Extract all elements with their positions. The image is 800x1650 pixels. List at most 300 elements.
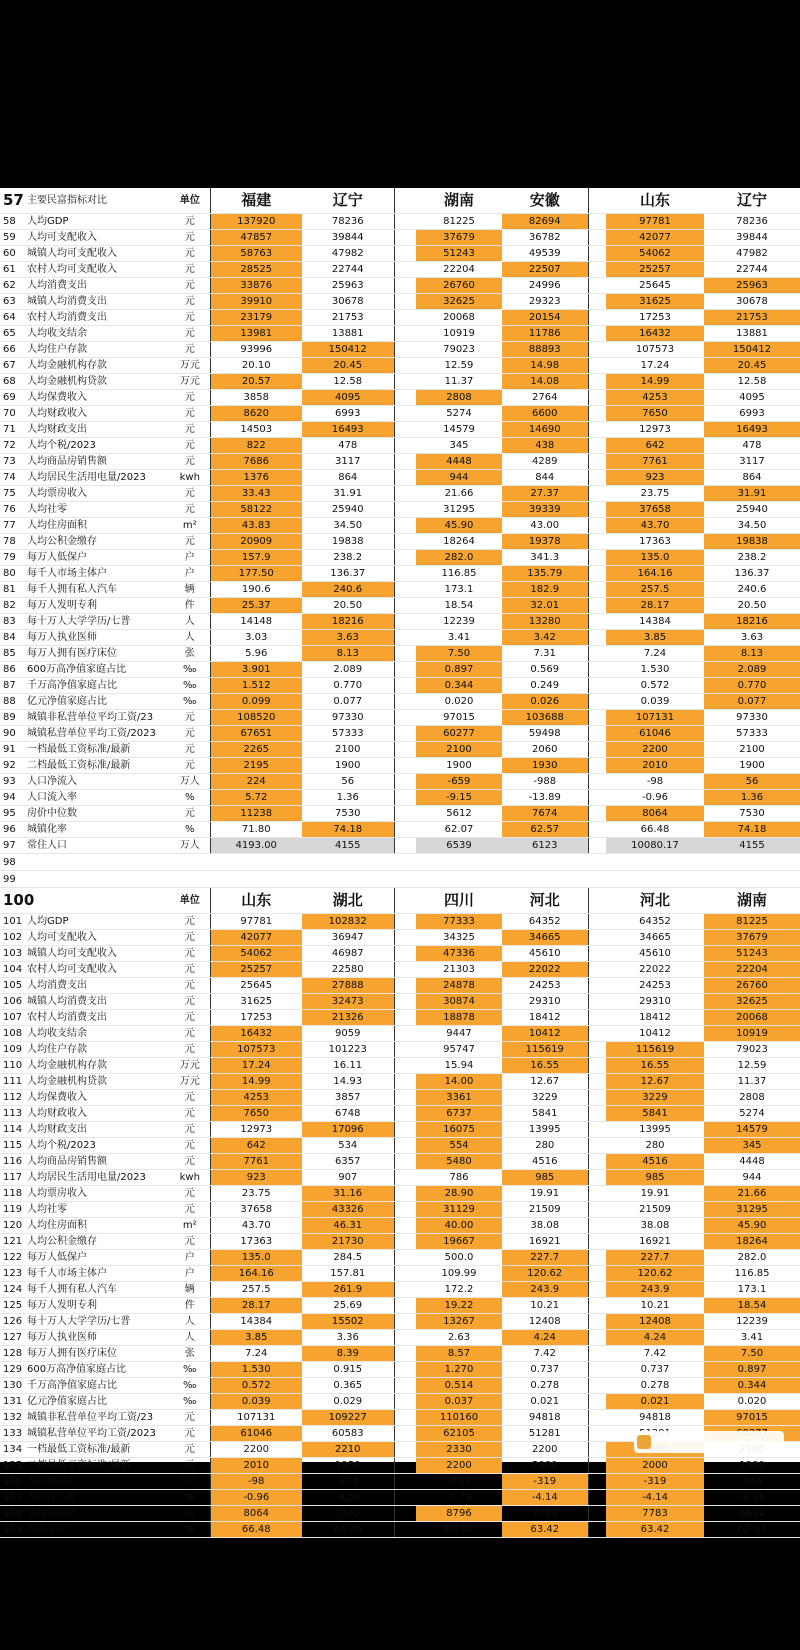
row-number: 106 bbox=[0, 994, 24, 1010]
column-gap bbox=[588, 871, 606, 888]
table-row bbox=[0, 694, 800, 710]
value-cell: 36782 bbox=[502, 230, 588, 246]
column-gap bbox=[588, 342, 606, 358]
value-cell: 0.020 bbox=[704, 1394, 800, 1410]
table-row bbox=[0, 1362, 800, 1378]
value-cell: 28.17 bbox=[606, 598, 704, 614]
indicator-name: 人均社零 bbox=[24, 502, 170, 518]
column-gap bbox=[606, 854, 704, 871]
column-gap bbox=[588, 1138, 606, 1154]
row-number: 121 bbox=[0, 1234, 24, 1250]
indicator-name: 人均保费收入 bbox=[24, 390, 170, 406]
row-number: 81 bbox=[0, 582, 24, 598]
value-cell: 43.00 bbox=[502, 518, 588, 534]
value-cell: 46.31 bbox=[302, 1218, 394, 1234]
column-gap bbox=[394, 1234, 416, 1250]
value-cell: 5.72 bbox=[210, 790, 302, 806]
value-cell: 32625 bbox=[704, 994, 800, 1010]
table-row bbox=[0, 470, 800, 486]
value-cell: 14384 bbox=[606, 614, 704, 630]
value-cell: 97330 bbox=[302, 710, 394, 726]
indicator-name: 人均公积金缴存 bbox=[24, 1234, 170, 1250]
value-cell: 37658 bbox=[210, 1202, 302, 1218]
column-gap bbox=[394, 550, 416, 566]
indicator-unit: 元 bbox=[170, 946, 210, 962]
indicator-unit: 万人 bbox=[170, 1474, 210, 1490]
value-cell: 2.63 bbox=[416, 1330, 502, 1346]
value-cell: 6737 bbox=[416, 1106, 502, 1122]
row-number: 93 bbox=[0, 774, 24, 790]
indicator-unit: 元 bbox=[170, 1138, 210, 1154]
value-cell: 822 bbox=[210, 438, 302, 454]
value-cell: -4.54 bbox=[302, 1490, 394, 1506]
value-cell: 110160 bbox=[416, 1410, 502, 1426]
value-cell: 23179 bbox=[210, 310, 302, 326]
value-cell: 5841 bbox=[502, 1106, 588, 1122]
table-row bbox=[0, 1106, 800, 1122]
value-cell: 116.85 bbox=[704, 1266, 800, 1282]
value-cell: 172.2 bbox=[416, 1282, 502, 1298]
indicator-unit: 户 bbox=[170, 566, 210, 582]
column-gap bbox=[704, 871, 800, 888]
value-cell: 478 bbox=[704, 438, 800, 454]
indicator-name: 人均金融机构贷款 bbox=[24, 374, 170, 390]
value-cell: 14.99 bbox=[210, 1074, 302, 1090]
value-cell: 20154 bbox=[502, 310, 588, 326]
column-gap bbox=[588, 710, 606, 726]
indicator-unit: 户 bbox=[170, 1266, 210, 1282]
column-gap bbox=[394, 1378, 416, 1394]
indicator-unit: 张 bbox=[170, 646, 210, 662]
value-cell: 786 bbox=[416, 1170, 502, 1186]
value-cell: 19378 bbox=[502, 534, 588, 550]
column-gap bbox=[588, 278, 606, 294]
indicator-unit: 元 bbox=[170, 486, 210, 502]
indicator-name: 人均个税/2023 bbox=[24, 438, 170, 454]
column-gap bbox=[394, 614, 416, 630]
table-row bbox=[0, 230, 800, 246]
row-number: 124 bbox=[0, 1282, 24, 1298]
value-cell: 3.41 bbox=[704, 1330, 800, 1346]
column-gap bbox=[588, 438, 606, 454]
value-cell: 224 bbox=[210, 774, 302, 790]
value-cell: 12239 bbox=[416, 614, 502, 630]
indicator-name: 每万人发明专利 bbox=[24, 598, 170, 614]
value-cell: 32.01 bbox=[502, 598, 588, 614]
table-row bbox=[0, 1474, 800, 1490]
value-cell: 107131 bbox=[606, 710, 704, 726]
value-cell: 18216 bbox=[704, 614, 800, 630]
value-cell: 25963 bbox=[302, 278, 394, 294]
value-cell: 5612 bbox=[416, 806, 502, 822]
indicator-unit: 人 bbox=[170, 630, 210, 646]
column-gap bbox=[394, 838, 416, 854]
value-cell: 10080.17 bbox=[606, 838, 704, 854]
value-cell: 54062 bbox=[606, 246, 704, 262]
column-gap bbox=[394, 994, 416, 1010]
table-row bbox=[0, 978, 800, 994]
value-cell: 18.54 bbox=[704, 1298, 800, 1314]
table-row bbox=[0, 774, 800, 790]
value-cell: 13881 bbox=[302, 326, 394, 342]
value-cell: 12408 bbox=[606, 1314, 704, 1330]
value-cell: 45.90 bbox=[416, 518, 502, 534]
column-gap bbox=[588, 598, 606, 614]
indicator-unit: 元 bbox=[170, 710, 210, 726]
column-gap bbox=[394, 774, 416, 790]
indicator-unit: ‰ bbox=[170, 1362, 210, 1378]
value-cell: 97015 bbox=[704, 1410, 800, 1426]
column-gap bbox=[394, 534, 416, 550]
row-number: 112 bbox=[0, 1090, 24, 1106]
indicator-unit: 元 bbox=[170, 758, 210, 774]
value-cell: 13981 bbox=[210, 326, 302, 342]
table-row bbox=[0, 1058, 800, 1074]
value-cell: 8796 bbox=[416, 1506, 502, 1522]
indicator-name: 人均居民生活用电量/2023 bbox=[24, 470, 170, 486]
column-gap bbox=[588, 774, 606, 790]
column-gap bbox=[394, 1090, 416, 1106]
column-gap bbox=[588, 1442, 606, 1458]
table-row bbox=[0, 550, 800, 566]
column-gap bbox=[394, 1506, 416, 1522]
value-cell: 135.0 bbox=[606, 550, 704, 566]
table-row bbox=[0, 1410, 800, 1426]
row-number: 131 bbox=[0, 1394, 24, 1410]
indicator-name: 人均收支结余 bbox=[24, 1026, 170, 1042]
value-cell: 137920 bbox=[210, 214, 302, 230]
value-cell: 115619 bbox=[502, 1042, 588, 1058]
indicator-unit: kwh bbox=[170, 470, 210, 486]
province-header: 山东 bbox=[606, 188, 704, 214]
indicator-name: 人均票房收入 bbox=[24, 1186, 170, 1202]
row-number: 63 bbox=[0, 294, 24, 310]
indicator-unit: 元 bbox=[170, 806, 210, 822]
table-row bbox=[0, 1042, 800, 1058]
value-cell: 63.42 bbox=[606, 1522, 704, 1538]
value-cell: -659 bbox=[416, 774, 502, 790]
indicator-name: 城镇人均消费支出 bbox=[24, 294, 170, 310]
value-cell: 47336 bbox=[416, 946, 502, 962]
province-header: 湖南 bbox=[416, 188, 502, 214]
value-cell: -707 bbox=[416, 1474, 502, 1490]
value-cell: 47982 bbox=[302, 246, 394, 262]
value-cell: 21753 bbox=[302, 310, 394, 326]
value-cell: 7.50 bbox=[704, 1346, 800, 1362]
value-cell: 3.901 bbox=[210, 662, 302, 678]
column-gap bbox=[588, 502, 606, 518]
row-number: 102 bbox=[0, 930, 24, 946]
value-cell: 34665 bbox=[502, 930, 588, 946]
value-cell: 2100 bbox=[302, 742, 394, 758]
value-cell: 4.24 bbox=[502, 1330, 588, 1346]
indicator-unit: 元 bbox=[170, 278, 210, 294]
value-cell: 282.0 bbox=[416, 550, 502, 566]
value-cell: 25257 bbox=[210, 962, 302, 978]
table-row bbox=[0, 1234, 800, 1250]
table-row bbox=[0, 914, 800, 930]
value-cell: 923 bbox=[606, 470, 704, 486]
value-cell: 4.24 bbox=[606, 1330, 704, 1346]
column-gap bbox=[588, 790, 606, 806]
indicator-name: 每万人低保户 bbox=[24, 1250, 170, 1266]
indicator-unit: m² bbox=[170, 1218, 210, 1234]
value-cell: 58122 bbox=[210, 502, 302, 518]
value-cell: 12.59 bbox=[416, 358, 502, 374]
value-cell: 1.530 bbox=[606, 662, 704, 678]
column-gap bbox=[588, 262, 606, 278]
row-number: 61 bbox=[0, 262, 24, 278]
indicator-name: 每万人执业医师 bbox=[24, 1330, 170, 1346]
value-cell: 2808 bbox=[416, 390, 502, 406]
table-row bbox=[0, 454, 800, 470]
indicator-unit: ‰ bbox=[170, 678, 210, 694]
value-cell: 19838 bbox=[302, 534, 394, 550]
row-number: 135 bbox=[0, 1458, 24, 1474]
value-cell: 38.08 bbox=[502, 1218, 588, 1234]
value-cell: 34665 bbox=[606, 930, 704, 946]
column-gap bbox=[588, 1426, 606, 1442]
value-cell: -13.89 bbox=[502, 790, 588, 806]
value-cell: 46987 bbox=[302, 946, 394, 962]
column-gap bbox=[588, 1298, 606, 1314]
value-cell: 164.16 bbox=[606, 566, 704, 582]
column-gap bbox=[588, 1170, 606, 1186]
value-cell: 34325 bbox=[416, 930, 502, 946]
blank-row bbox=[0, 854, 800, 871]
blank-row bbox=[0, 871, 800, 888]
indicator-name: 二档最低工资标准/最新 bbox=[24, 1458, 170, 1474]
column-gap bbox=[588, 1362, 606, 1378]
value-cell: 3.41 bbox=[416, 630, 502, 646]
value-cell: 45.90 bbox=[704, 1218, 800, 1234]
column-gap bbox=[302, 871, 394, 888]
value-cell: 2.089 bbox=[704, 662, 800, 678]
value-cell: 0.897 bbox=[704, 1362, 800, 1378]
value-cell: 7761 bbox=[210, 1154, 302, 1170]
value-cell: 10.21 bbox=[502, 1298, 588, 1314]
value-cell: 9447 bbox=[416, 1026, 502, 1042]
value-cell: 7686 bbox=[210, 454, 302, 470]
value-cell: 37658 bbox=[606, 502, 704, 518]
app-logo-icon bbox=[637, 1435, 651, 1449]
value-cell: 39844 bbox=[704, 230, 800, 246]
column-gap bbox=[394, 1458, 416, 1474]
value-cell: 14.00 bbox=[416, 1074, 502, 1090]
indicator-unit: 元 bbox=[170, 534, 210, 550]
indicator-unit: 元 bbox=[170, 962, 210, 978]
value-cell: 7530 bbox=[704, 806, 800, 822]
value-cell: 21509 bbox=[502, 1202, 588, 1218]
column-gap bbox=[502, 854, 588, 871]
column-gap bbox=[588, 1042, 606, 1058]
value-cell: 47982 bbox=[704, 246, 800, 262]
value-cell: 22580 bbox=[302, 962, 394, 978]
column-gap bbox=[394, 1394, 416, 1410]
value-cell: 28525 bbox=[210, 262, 302, 278]
indicator-unit: 万元 bbox=[170, 1074, 210, 1090]
value-cell: -98 bbox=[606, 774, 704, 790]
value-cell: 14.99 bbox=[606, 374, 704, 390]
value-cell: 16.55 bbox=[502, 1058, 588, 1074]
value-cell: 66.35 bbox=[302, 1522, 394, 1538]
value-cell: 57333 bbox=[302, 726, 394, 742]
row-number: 74 bbox=[0, 470, 24, 486]
indicator-name: 城镇私营单位平均工资/2023 bbox=[24, 726, 170, 742]
value-cell: 8.13 bbox=[704, 646, 800, 662]
value-cell: 864 bbox=[302, 470, 394, 486]
value-cell: 1.530 bbox=[210, 1362, 302, 1378]
value-cell: 38.08 bbox=[606, 1218, 704, 1234]
row-number: 67 bbox=[0, 358, 24, 374]
header-row bbox=[0, 188, 800, 214]
indicator-unit: % bbox=[170, 790, 210, 806]
value-cell: 5274 bbox=[416, 406, 502, 422]
value-cell: 7.42 bbox=[502, 1346, 588, 1362]
column-gap bbox=[394, 1442, 416, 1458]
value-cell: -659 bbox=[704, 1474, 800, 1490]
value-cell: 5480 bbox=[416, 1154, 502, 1170]
indicator-unit: 元 bbox=[170, 726, 210, 742]
column-gap bbox=[394, 630, 416, 646]
value-cell: 0.915 bbox=[302, 1362, 394, 1378]
value-cell: 24996 bbox=[502, 278, 588, 294]
value-cell: 4448 bbox=[704, 1154, 800, 1170]
value-cell: 7761 bbox=[606, 454, 704, 470]
column-gap bbox=[588, 1026, 606, 1042]
row-number: 68 bbox=[0, 374, 24, 390]
column-gap bbox=[394, 1522, 416, 1538]
indicator-name: 人均财政支出 bbox=[24, 422, 170, 438]
indicator-name: 人均住户存款 bbox=[24, 1042, 170, 1058]
value-cell: 27888 bbox=[302, 978, 394, 994]
indicator-name: 每万人发明专利 bbox=[24, 1298, 170, 1314]
value-cell: -7.79 bbox=[416, 1490, 502, 1506]
indicator-name: 人均居民生活用电量/2023 bbox=[24, 1170, 170, 1186]
value-cell: 282.0 bbox=[704, 1250, 800, 1266]
row-number: 86 bbox=[0, 662, 24, 678]
value-cell: 10412 bbox=[606, 1026, 704, 1042]
value-cell: 33876 bbox=[210, 278, 302, 294]
value-cell: 642 bbox=[210, 1138, 302, 1154]
column-gap bbox=[394, 278, 416, 294]
column-gap bbox=[394, 726, 416, 742]
row-number: 126 bbox=[0, 1314, 24, 1330]
row-number: 57 bbox=[0, 188, 24, 214]
value-cell: 25940 bbox=[302, 502, 394, 518]
value-cell: 19838 bbox=[704, 534, 800, 550]
value-cell: 17.24 bbox=[606, 358, 704, 374]
column-gap bbox=[588, 326, 606, 342]
row-number: 64 bbox=[0, 310, 24, 326]
table-row bbox=[0, 422, 800, 438]
indicator-name: 每万人低保户 bbox=[24, 550, 170, 566]
column-gap bbox=[394, 582, 416, 598]
column-gap bbox=[394, 1042, 416, 1058]
value-cell: 182.9 bbox=[502, 582, 588, 598]
column-gap bbox=[606, 871, 704, 888]
column-gap bbox=[394, 1282, 416, 1298]
table-row bbox=[0, 1346, 800, 1362]
table-row bbox=[0, 630, 800, 646]
indicator-unit: 元 bbox=[170, 1042, 210, 1058]
value-cell: 24878 bbox=[416, 978, 502, 994]
value-cell: 17096 bbox=[302, 1122, 394, 1138]
indicator-unit: ‰ bbox=[170, 1378, 210, 1394]
indicator-name: 人均商品房销售额 bbox=[24, 1154, 170, 1170]
value-cell: 240.6 bbox=[704, 582, 800, 598]
column-gap bbox=[394, 438, 416, 454]
column-gap bbox=[588, 1186, 606, 1202]
value-cell: 25645 bbox=[210, 978, 302, 994]
column-gap bbox=[704, 854, 800, 871]
value-cell: 22507 bbox=[502, 262, 588, 278]
value-cell: 3.85 bbox=[210, 1330, 302, 1346]
column-gap bbox=[588, 662, 606, 678]
indicator-name: 城镇私营单位平均工资/2023 bbox=[24, 1426, 170, 1442]
value-cell: 227.7 bbox=[606, 1250, 704, 1266]
row-number: 105 bbox=[0, 978, 24, 994]
value-cell: 1376 bbox=[210, 470, 302, 486]
column-gap bbox=[210, 854, 302, 871]
column-gap bbox=[588, 390, 606, 406]
value-cell: 2010 bbox=[210, 1458, 302, 1474]
value-cell: 8.13 bbox=[302, 646, 394, 662]
row-number: 120 bbox=[0, 1218, 24, 1234]
value-cell: 4253 bbox=[606, 390, 704, 406]
indicator-unit: 元 bbox=[170, 1426, 210, 1442]
value-cell: 39910 bbox=[210, 294, 302, 310]
row-number: 103 bbox=[0, 946, 24, 962]
value-cell: -0.96 bbox=[210, 1490, 302, 1506]
value-cell: 14.93 bbox=[302, 1074, 394, 1090]
value-cell: 14148 bbox=[210, 614, 302, 630]
value-cell: 14.08 bbox=[502, 374, 588, 390]
value-cell: 16921 bbox=[502, 1234, 588, 1250]
indicator-name: 600万高净值家庭占比 bbox=[24, 1362, 170, 1378]
row-number: 108 bbox=[0, 1026, 24, 1042]
value-cell: 6600 bbox=[502, 406, 588, 422]
value-cell: 6539 bbox=[416, 838, 502, 854]
value-cell: 120.62 bbox=[502, 1266, 588, 1282]
column-gap bbox=[588, 188, 606, 214]
value-cell: 51243 bbox=[704, 946, 800, 962]
indicator-name: 人均社零 bbox=[24, 1202, 170, 1218]
indicator-unit: 万元 bbox=[170, 358, 210, 374]
value-cell: 22022 bbox=[502, 962, 588, 978]
indicator-name: 人均财政收入 bbox=[24, 1106, 170, 1122]
value-cell: 478 bbox=[302, 438, 394, 454]
value-cell: 0.897 bbox=[416, 662, 502, 678]
value-cell: 17363 bbox=[210, 1234, 302, 1250]
value-cell: 0.737 bbox=[502, 1362, 588, 1378]
table-row bbox=[0, 614, 800, 630]
value-cell: 8620 bbox=[210, 406, 302, 422]
value-cell: 36947 bbox=[302, 930, 394, 946]
column-gap bbox=[588, 470, 606, 486]
row-number: 123 bbox=[0, 1266, 24, 1282]
table-row bbox=[0, 438, 800, 454]
value-cell: 18412 bbox=[502, 1010, 588, 1026]
indicator-name: 农村人均可支配收入 bbox=[24, 962, 170, 978]
indicator-name: 人均可支配收入 bbox=[24, 930, 170, 946]
value-cell: 554 bbox=[416, 1138, 502, 1154]
value-cell: 24253 bbox=[502, 978, 588, 994]
value-cell: 49539 bbox=[502, 246, 588, 262]
column-gap bbox=[394, 1346, 416, 1362]
indicator-unit: m² bbox=[170, 518, 210, 534]
table-row bbox=[0, 1298, 800, 1314]
